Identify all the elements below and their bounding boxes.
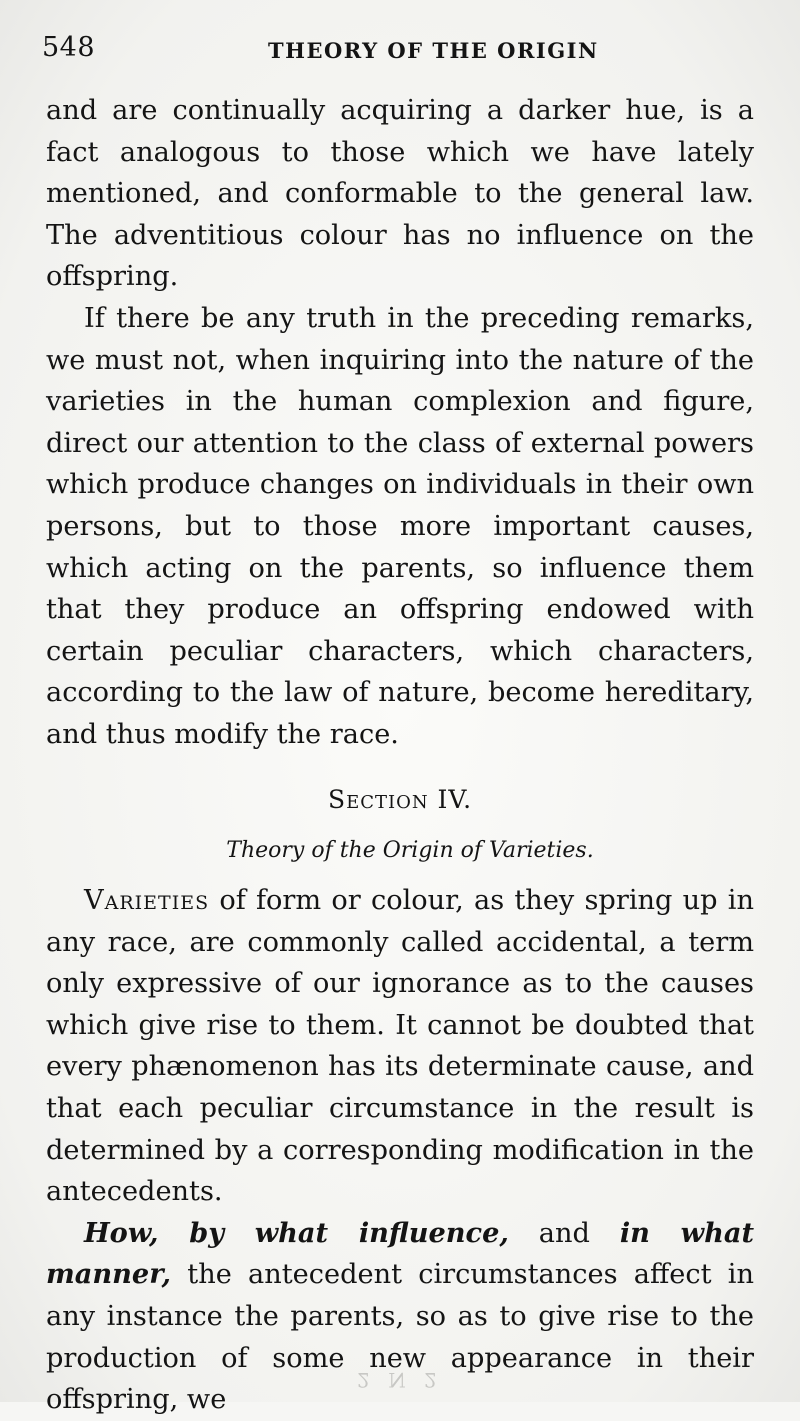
and-word: and: [508, 1217, 620, 1249]
body-text-bottom: [46, 880, 754, 1421]
page-number: 548: [42, 32, 96, 63]
paragraph-preceding-remarks: If there be any truth in the preceding remarks, we must not, when inquiring into the nature of the varieties in the human complexion and figure, direct our attention to the class of external powers which produce changes on individuals in their own persons, but to those more important causes, which acting on the parents, so influence them that they produce an offspring endowed with certain peculiar characters, which characters, according to the law of nature, become hereditary, and thus modify the race.: [46, 302, 754, 750]
signature-mark: 2 N 2: [357, 1368, 443, 1392]
section-heading: Section IV.: [327, 785, 473, 814]
page-header: [40, 32, 760, 72]
running-head: THEORY OF THE ORIGIN: [268, 38, 599, 63]
body-text-top: [46, 90, 754, 756]
paragraph-varieties: [46, 880, 754, 1213]
manner-phrase: in what manner,: [46, 1216, 755, 1291]
section-subtitle: Theory of the Origin of Varieties.: [226, 838, 594, 863]
how-phrase: How, by what influence,: [84, 1216, 509, 1249]
paragraph-continuation: and are continually acquiring a darker hue, is a fact analogous to those which we have lately mentioned, and conformable to the general law. The adventitious colour has no influence on the offspring.: [46, 95, 754, 293]
varieties-text: of form or colour, as they spring up in any race, are commonly called accidental, a term only expressive of our ignorance as to the causes which give rise to them. It cannot be doubted that every phænomenon has its determinate cause, and that each peculiar circumstance in the result is determined by a corresponding modification in the antecedents.: [46, 885, 754, 1208]
varieties-lead-word: Varieties: [84, 885, 210, 916]
how-text: the antecedent circumstances affect in any instance the parents, so as to give rise to the production of some new appearance in their offspring, we: [46, 1259, 754, 1416]
